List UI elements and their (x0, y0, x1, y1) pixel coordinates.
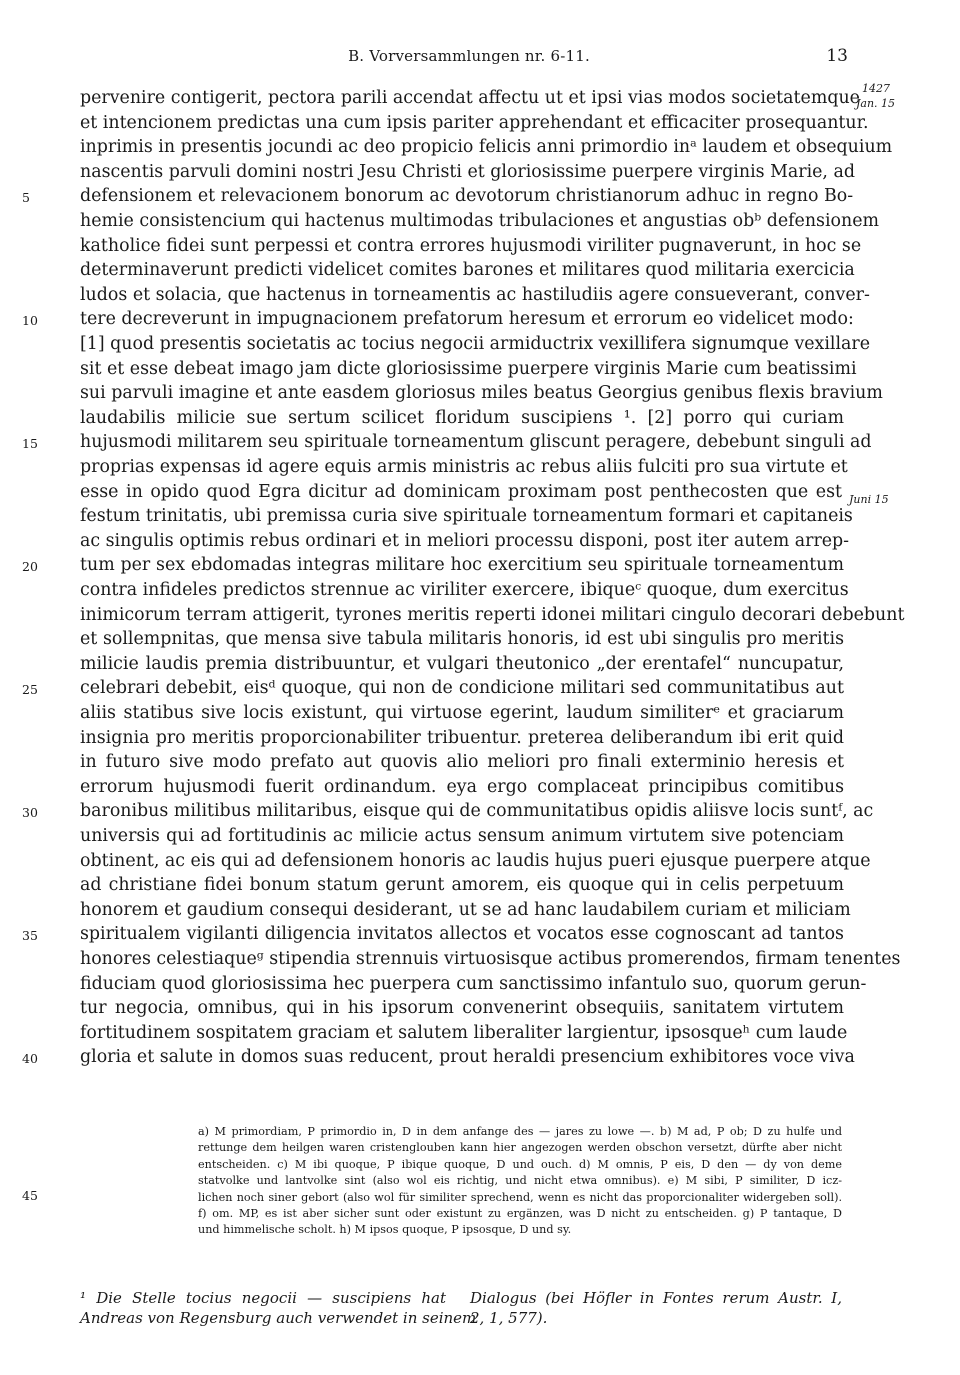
text-line: tur negocia, omnibus, qui in his ipsorum convenerint obsequiis, sanitatem virtutem (80, 998, 844, 1019)
line-number: 20 (22, 559, 38, 575)
text-line: baronibus militibus militaribus, eisque qui de communitatibus opidis aliisve locis suntᶠ, ac (80, 801, 874, 822)
apparatus-line: lichen noch siner gebort (also wol für similiter sprechend, wenn es nicht das proporcionaliter widergeben soll). (198, 1190, 842, 1204)
footnote-line: Andreas von Regensburg auch verwendet in seinem (80, 1309, 477, 1327)
text-line: gloria et salute in domos suas reducent, prout heraldi presencium exhibitores voce viva (80, 1047, 855, 1068)
text-line: hemie consistencium qui hactenus multimodas tribulaciones et angustias obᵇ defensionem (80, 211, 879, 231)
text-line: universis qui ad fortitudinis ac milicie actus sensum animum virtutem sive potenciam (80, 826, 844, 846)
text-line: determinaverunt predicti videlicet comites barones et militares quod militaria exercicia (80, 260, 855, 281)
running-head: B. Vorversammlungen nr. 6-11. (348, 47, 590, 65)
text-line: spiritualem vigilanti diligencia invitatos allectos et vocatos esse cognoscant ad tantos (80, 924, 844, 945)
text-line: errorum hujusmodi fuerit ordinandum. eya ergo complaceat principibus comitibus (80, 776, 844, 797)
margin-note-year: 1427 (862, 82, 890, 95)
text-line: nascentis parvuli domini nostri Jesu Christi et gloriosissime puerpere virginis Marie, ad (80, 161, 855, 182)
text-line: aliis statibus sive locis existunt, qui virtuose egerint, laudum similiterᵉ et graciarum (80, 703, 844, 723)
text-line: ludos et solacia, que hactenus in torneamentis ac hastiludiis agere consueverant, conver- (80, 284, 870, 305)
text-line: defensionem et relevacionem bonorum ac devotorum christianorum adhuc in regno Bo- (80, 186, 854, 207)
text-line: proprias expensas id agere equis armis ministris ac rebus aliis fulciti pro sua virtute et (80, 457, 848, 477)
text-line: ad christiane fidei bonum statum gerunt amorem, eis quoque qui in celis perpetuum (80, 875, 844, 896)
footnote-line: 2, 1, 577). (470, 1309, 548, 1327)
line-number: 15 (22, 436, 38, 452)
text-line: et intencionem predictas una cum ipsis pariter apprehendant et efficaciter prosequantur. (80, 112, 869, 133)
text-line: in futuro sive modo prefato aut quovis alio meliori pro finali exterminio heresis et (80, 752, 844, 773)
footnote-line: Dialogus (bei Höfler in Fontes rerum Austr. I, (470, 1289, 842, 1307)
text-line: katholice fidei sunt perpessi et contra errores hujusmodi viriliter pugnaverunt, in hoc se (80, 235, 862, 256)
text-line: festum trinitatis, ubi premissa curia sive spirituale torneamentum formari et capitaneis (80, 506, 853, 527)
text-line: fiduciam quod gloriosissima hec puerpera cum sanctissimo infantulo suo, quorum gerun- (80, 973, 867, 994)
text-line: inimicorum terram attigerit, tyrones meritis reperti idonei militari cingulo decorari debebunt (80, 604, 905, 625)
text-line: inprimis in presentis jocundi ac deo propicio felicis anni primordio inᵃ laudem et obsequium (80, 137, 893, 158)
apparatus-line: entscheiden. c) M ibi quoque, P ibique quoque, D und ouch. d) M omnis, P eis, D den — dy von deme (198, 1157, 842, 1171)
line-number: 45 (22, 1188, 38, 1203)
page-number: 13 (826, 46, 848, 66)
text-line: et sollempnitas, que mensa sive tabula militaris honoris, id est ubi singulis pro meritis (80, 629, 844, 650)
text-line: fortitudinem sospitatem graciam et salutem liberaliter largientur, ipsosqueʰ cum laude (80, 1022, 848, 1043)
line-number: 25 (22, 682, 38, 698)
footnote-line: ¹ Die Stelle tocius negocii — suscipiens hat (80, 1289, 446, 1307)
line-number: 30 (22, 805, 38, 821)
text-line: honores celestiaqueᵍ stipendia strennuis virtuosisque actibus promerendos, firmam tenentes (80, 949, 901, 969)
apparatus-line: statvolke und lantvolke sint (also wol eis richtig, und nicht etwa omnibus). e) M sibi, P similiter, D icz- (198, 1174, 842, 1188)
text-line: ac singulis optimis rebus ordinari et in meliori processu disponi, post iter autem arrep- (80, 530, 850, 551)
text-line: pervenire contigerit, pectora parili accendat affectu ut et ipsi vias modos societatemque (80, 88, 860, 108)
line-number: 5 (22, 190, 30, 206)
line-number: 40 (22, 1051, 38, 1067)
text-line: obtinent, ac eis qui ad defensionem honoris ac laudis hujus pueri ejusque puerpere atque (80, 850, 871, 871)
text-line: insignia pro meritis proporcionabiliter tribuentur. preterea deliberandum ibi erit quid (80, 727, 844, 748)
text-line: honorem et gaudium consequi desiderant, ut se ad hanc laudabilem curiam et miliciam (80, 899, 851, 920)
text-line: sit et esse debeat imago jam dicte gloriosissime puerpere virginis Marie cum beatissimi (80, 358, 857, 379)
text-line: sui parvuli imagine et ante easdem gloriosus miles beatus Georgius genibus flexis bravium (80, 383, 883, 404)
line-number: 35 (22, 928, 38, 944)
page-header (80, 47, 858, 71)
apparatus-line: f) om. MP, es ist aber sicher sunt oder existunt zu ergänzen, was D nicht zu entscheiden. g) P tantaque, D (198, 1207, 842, 1220)
text-line: milicie laudis premia distribuuntur, et vulgari theutonico „der erentafel“ nuncupatur, (80, 653, 844, 674)
apparatus-line: a) M primordiam, P primordio in, D in dem anfange des — jares zu lowe —. b) M ad, P ob; D zu hulfe und (198, 1125, 842, 1138)
line-number: 10 (22, 313, 38, 329)
apparatus-line: und himmelische scholt. h) M ipsos quoque, P ipsosque, D und sy. (198, 1223, 572, 1237)
text-line: hujusmodi militarem seu spirituale torneamentum gliscunt peragere, debebunt singuli ad (80, 432, 872, 453)
margin-note-date: Jan. 15 (856, 97, 896, 110)
apparatus-line: rettunge dem heilgen waren cristenglouben kann hier angezogen werden obschon versetzt, dürfte aber nicht (198, 1141, 842, 1155)
text-line: celebrari debebit, eisᵈ quoque, qui non de condicione militari sed communitatibus aut (80, 678, 844, 699)
text-line: contra infideles predictos strennue ac viriliter exercere, ibiqueᶜ quoque, dum exercitus (80, 580, 849, 600)
text-line: tum per sex ebdomadas integras militare hoc exercitium seu spirituale torneamentum (80, 555, 844, 576)
text-line: tere decreverunt in impugnacionem prefatorum heresum et errorum eo videlicet modo: (80, 309, 854, 330)
text-line: [1] quod presentis societatis ac tocius negocii armiductrix vexillifera signumque vexillare (80, 334, 871, 354)
text-line: laudabilis milicie sue sertum scilicet floridum suscipiens ¹. [2] porro qui curiam (80, 407, 844, 428)
text-line: esse in opido quod Egra dicitur ad dominicam proximam post penthecosten que est (80, 481, 842, 502)
margin-note-date: Juni 15 (849, 493, 889, 506)
